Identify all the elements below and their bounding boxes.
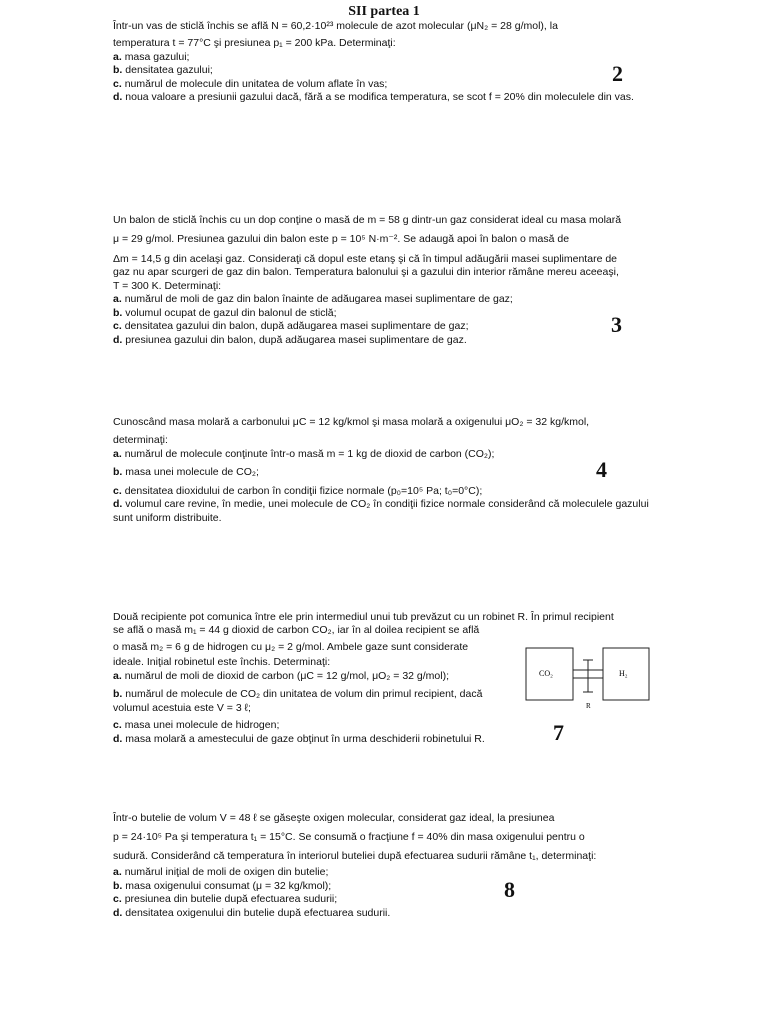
problem-number: 4 — [596, 457, 607, 482]
right-vessel-label: H₂ — [619, 669, 628, 678]
problem-intro-line: μ = 29 g/mol. Presiunea gazului din balon este p = 10⁵ N·m⁻². Se adaugă apoi în balon o masă de — [113, 233, 570, 246]
vessels-diagram-svg — [525, 646, 651, 716]
problem-number: 3 — [611, 312, 622, 337]
problem-intro-line: determinaţi: — [113, 434, 168, 447]
problem-item: b. masa unei molecule de CO₂; — [113, 466, 259, 479]
problem-item: a. numărul de molecule conţinute într-o masă m = 1 kg de dioxid de carbon (CO₂); — [113, 447, 495, 460]
problem-8 — [113, 812, 653, 920]
problem-intro-line: ideale. Iniţial robinetul este închis. Determinaţi: — [113, 656, 331, 669]
problem-item: c. masa unei molecule de hidrogen; — [113, 719, 280, 732]
problem-intro-line: temperatura t = 77°C şi presiunea p₁ = 200 kPa. Determinaţi: — [113, 37, 396, 50]
problem-item: b. numărul de molecule de CO₂ din unitatea de volum din primul recipient, dacă volumul acestuia este V = 3 ℓ; — [113, 688, 483, 714]
problem-item: d. presiunea gazului din balon, după adăugarea masei suplimentare de gaz. — [113, 333, 467, 346]
problem-item: d. volumul care revine, în medie, unei molecule de CO₂ în condiţii fizice normale considerând că moleculele gazului sunt uniform distribuite. — [113, 498, 649, 524]
problem-item: a. masa gazului; — [113, 50, 190, 63]
problem-4 — [113, 416, 653, 525]
problem-item: b. densitatea gazului; — [113, 64, 213, 77]
problem-item: d. densitatea oxigenului din butelie după efectuarea sudurii. — [113, 906, 391, 919]
problem-intro-line: se află o masă m₁ = 44 g dioxid de carbon CO₂, iar în al doilea recipient se află — [113, 624, 480, 637]
problem-intro-line: Cunoscând masa molară a carbonului μC = 12 kg/kmol şi masa molară a oxigenului μO₂ = 32 kg/kmol, — [113, 416, 590, 428]
problem-intro-line: p = 24·10⁵ Pa şi temperatura t₁ = 15°C. Se consumă o fracţiune f = 40% din masa oxigenului pentru o — [113, 831, 585, 844]
problem-number: 8 — [504, 877, 515, 902]
problem-intro-line: gaz nu apar scurgeri de gaz din balon. Temperatura balonului şi a gazului din interior rămâne mereu aceeaşi, — [113, 266, 619, 279]
problem-intro-line: T = 300 K. Determinaţi: — [113, 279, 222, 292]
problem-item: d. masa molară a amestecului de gaze obţinut în urma deschiderii robinetului R. — [113, 732, 485, 745]
problem-item: b. masa oxigenului consumat (μ = 32 kg/kmol); — [113, 879, 332, 892]
problem-item: a. numărul de moli de dioxid de carbon (μC = 12 g/mol, μO₂ = 32 g/mol); — [113, 669, 450, 682]
problem-number: 2 — [612, 61, 623, 86]
problem-item: a. numărul iniţial de moli de oxigen din butelie; — [113, 866, 329, 879]
problem-item: c. densitatea dioxidului de carbon în condiţii fizice normale (p₀=10⁵ Pa; t₀=0°C); — [113, 484, 483, 497]
problem-intro-line: Un balon de sticlă închis cu un dop conţine o masă de m = 58 g dintr-un gaz considerat ideal cu masa molară — [113, 214, 622, 226]
problem-intro-line: sudură. Considerând că temperatura în interiorul buteliei după efectuarea sudurii rămâne t₁, determinaţi: — [113, 849, 597, 862]
problem-item: c. numărul de molecule din unitatea de volum aflate în vas; — [113, 77, 388, 90]
problem-intro-line: Într-o butelie de volum V = 48 ℓ se găseşte oxigen molecular, considerat gaz ideal, la presiunea — [113, 812, 555, 824]
problem-item: c. presiunea din butelie după efectuarea sudurii; — [113, 893, 338, 906]
problem-intro-line: o masă m₂ = 6 g de hidrogen cu μ₂ = 2 g/mol. Ambele gaze sunt considerate — [113, 640, 469, 653]
left-vessel-label: CO₂ — [539, 669, 553, 678]
problem-number: 7 — [553, 720, 564, 745]
problem-intro-line: Două recipiente pot comunica între ele prin intermediul unui tub prevăzut cu un robinet R. În primul recipient — [113, 611, 614, 623]
page-title: SII partea 1 — [348, 4, 420, 19]
problem-intro-line: Δm = 14,5 g din acelaşi gaz. Consideraţi că dopul este etanş şi că în timpul adăugării masei suplimentare de — [113, 252, 617, 265]
problem-3 — [113, 214, 653, 347]
problem-item: c. densitatea gazului din balon, după adăugarea masei suplimentare de gaz; — [113, 320, 469, 333]
problem-item: a. numărul de moli de gaz din balon înainte de adăugarea masei suplimentare de gaz; — [113, 293, 513, 306]
problem-item: b. volumul ocupat de gazul din balonul de sticlă; — [113, 306, 337, 319]
problem-item: d. noua valoare a presiunii gazului dacă, fără a se modifica temperatura, se scot f = 20% din moleculele din vas. — [113, 91, 634, 104]
valve-label: R — [586, 702, 591, 710]
problem-intro-line: Într-un vas de sticlă închis se află N = 60,2·10²³ molecule de azot molecular (μN₂ = 28 g/mol), la — [113, 20, 558, 32]
problem-2 — [113, 20, 653, 105]
vessels-diagram — [525, 646, 651, 716]
